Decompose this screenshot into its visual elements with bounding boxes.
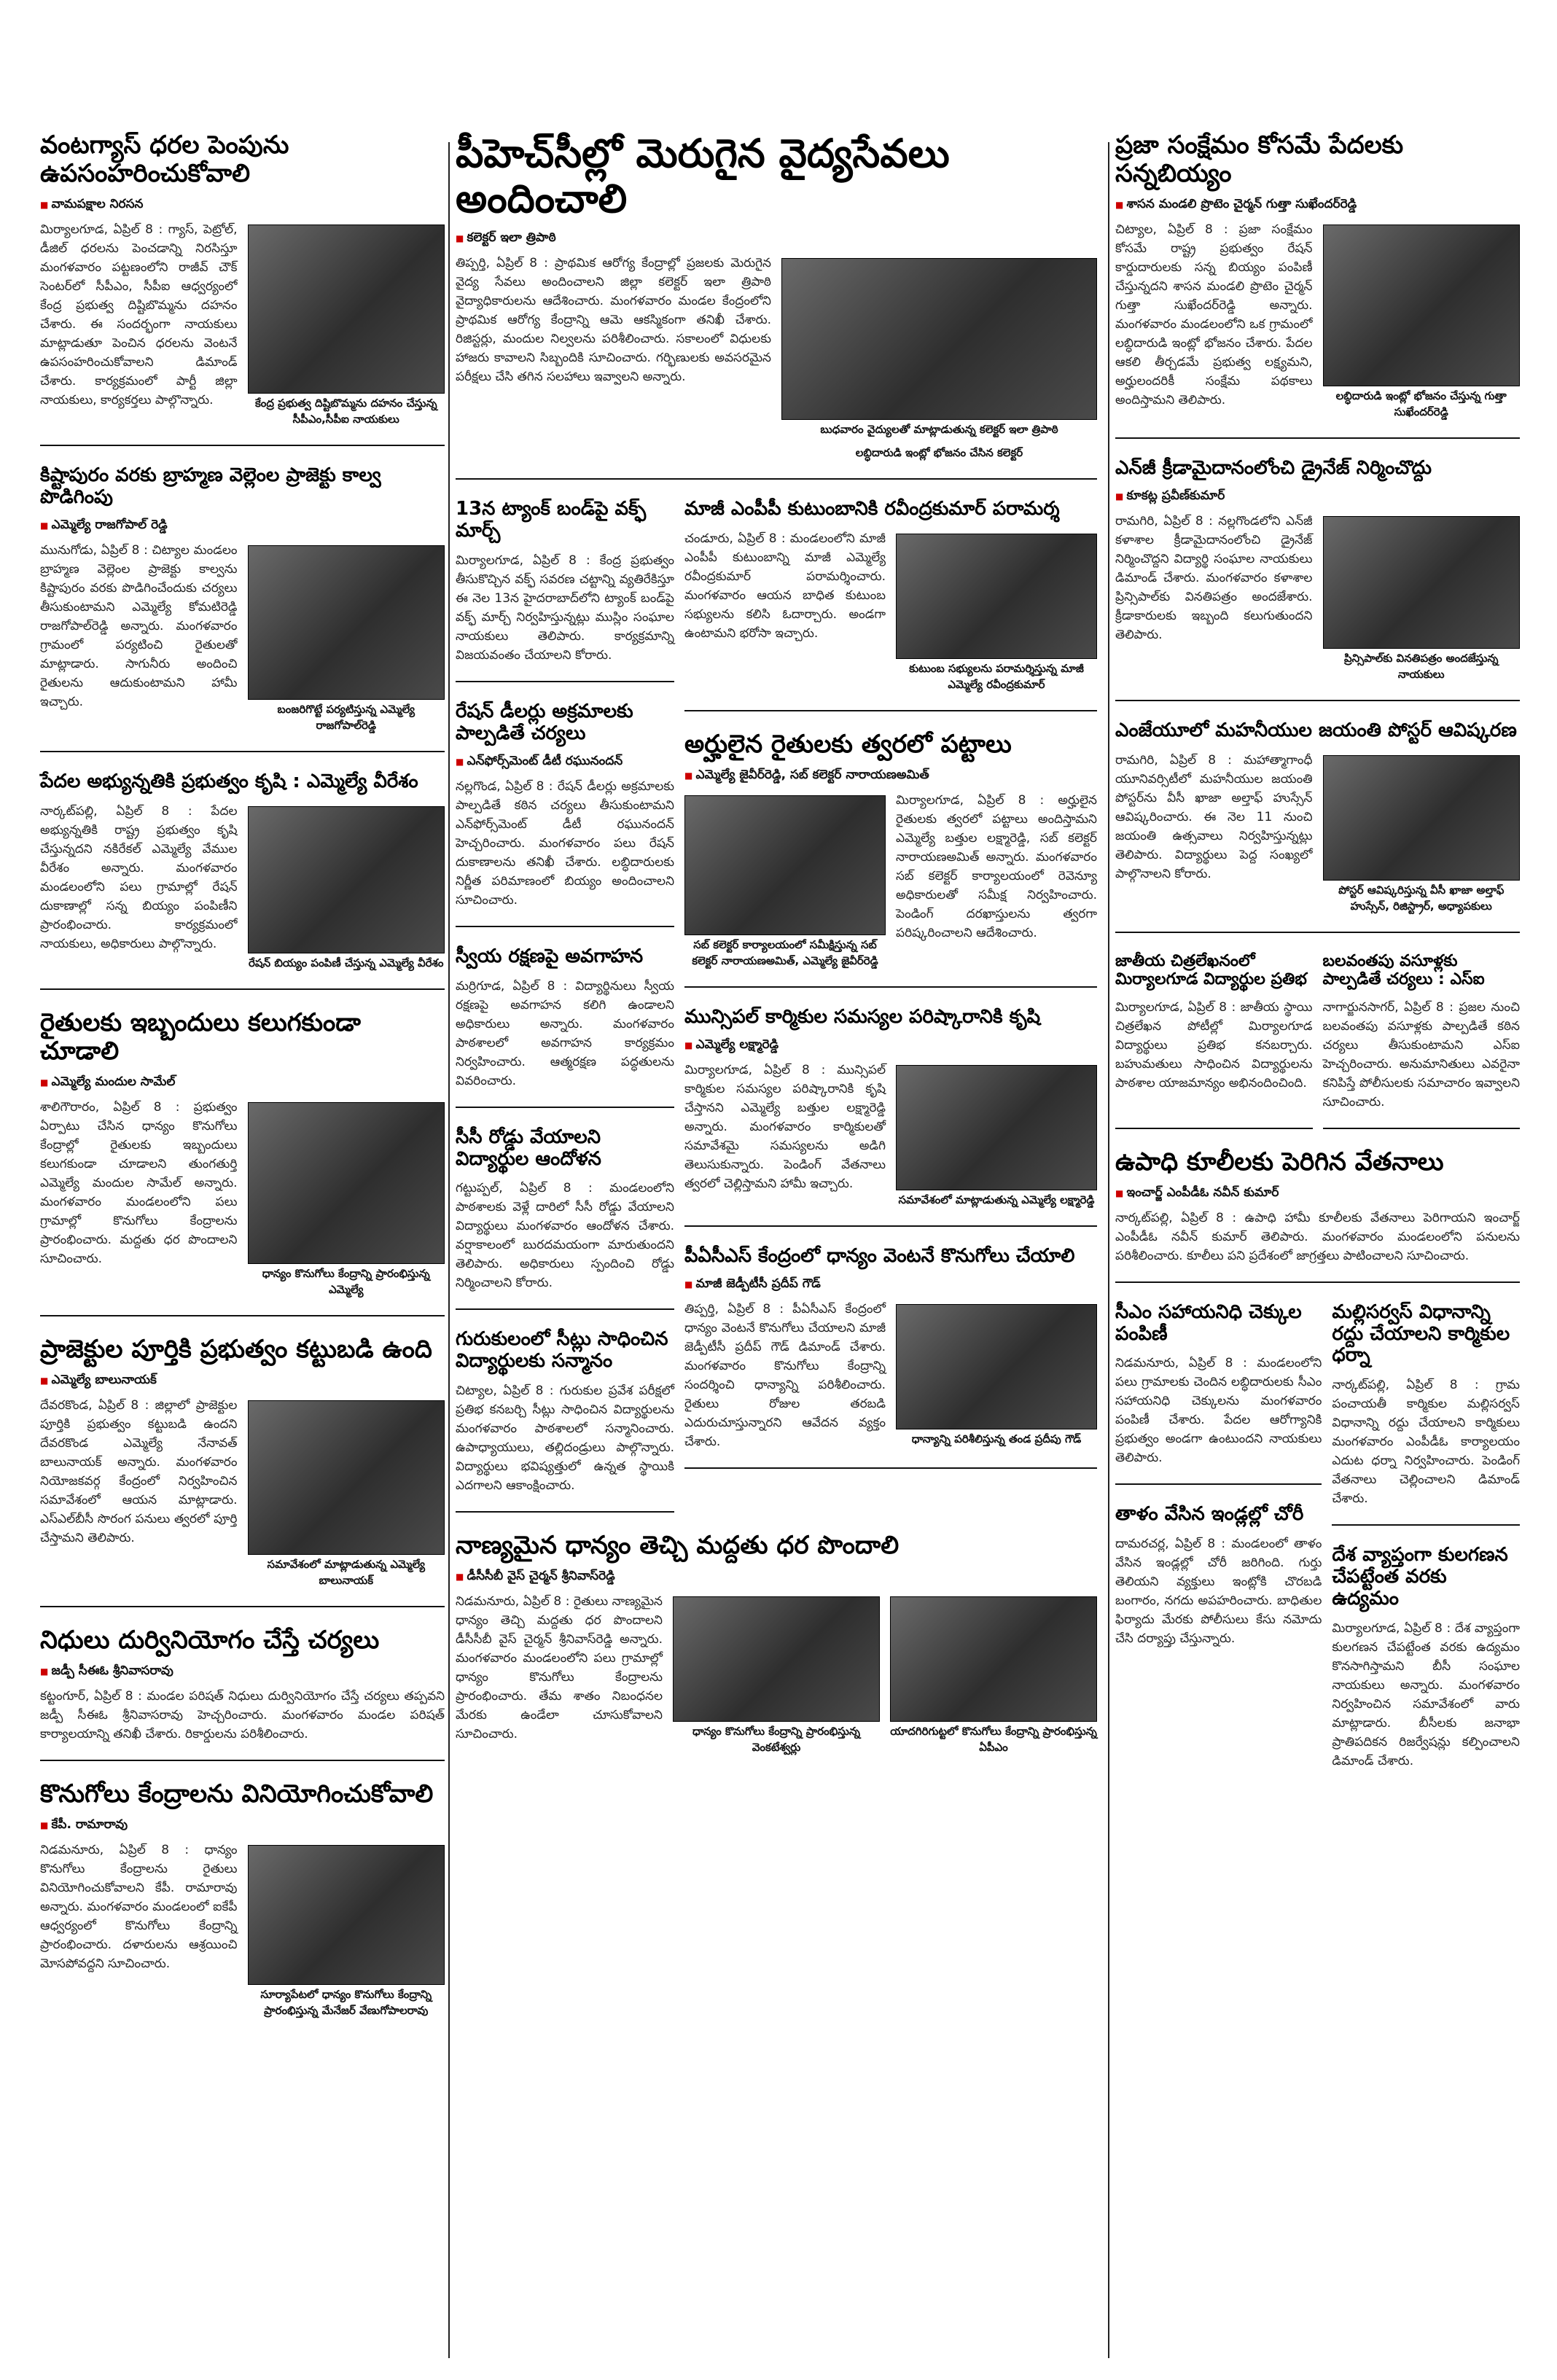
article-ration: [456, 701, 674, 927]
article-self-defense: [456, 946, 674, 1108]
article-caste-census: [1332, 1545, 1520, 1787]
headline: నిధులు దుర్వినియోగం చేస్తే చర్యలు: [40, 1626, 380, 1655]
headline: ఎన్‌జీ క్రీడామైదానంలోంచి డ్రైనేజ్ నిర్మించొద్దు: [1115, 457, 1432, 480]
article-gurukul: [456, 1329, 674, 1513]
headline: కిష్టాపురం వరకు బ్రాహ్మణ వెల్లెంల ప్రాజెక్టు కాల్వ పొడిగింపు: [40, 464, 381, 509]
article-photo: [248, 1400, 445, 1555]
photo-caption: పోస్టర్ ఆవిష్కరిస్తున్న వీసీ ఖాజా అల్తాఫ్ హుస్సేన్, రిజిస్ట్రార్, అధ్యాపకులు: [1338, 883, 1505, 913]
byline: ■ ఎమ్మెల్యే లక్ష్మారెడ్డి: [684, 1037, 1097, 1055]
byline: ■ కూకట్ల ప్రవీణ్‌కుమార్: [1115, 488, 1520, 506]
left-column: [40, 131, 445, 2055]
article-photo: [248, 806, 445, 953]
headline: గురుకులంలో సీట్లు సాధించిన విద్యార్థులకు సన్మానం: [456, 1328, 668, 1373]
article-canal: [40, 465, 445, 752]
article-theft: [1115, 1504, 1322, 1664]
article-quality-paddy: [456, 1532, 1097, 1773]
article-text: మిర్యాలగూడ, ఏప్రిల్ 8 : కేంద్ర ప్రభుత్వం తీసుకొచ్చిన వక్ఫ్ సవరణ చట్టాన్ని వ్యతిరేకిస్తూ ఈ నెల 13న హైదరాబాద్‌లోని ట్యాంక్ బండ్‌పై వక్ఫ్ మార్చ్ నిర్వహిస్తున్నట్లు ముస్లిం సంఘాల నాయకులు తెలిపారు. కార్యక్రమాన్ని విజయవంతం చేయాలని కోరారు.: [456, 553, 674, 663]
article-text: తిప్పర్తి, ఏప్రిల్ 8 : ప్రాథమిక ఆరోగ్య కేంద్రాల్లో ప్రజలకు మెరుగైన వైద్య సేవలు అందించాలని జిల్లా కలెక్టర్ ఇలా త్రిపాఠి వైద్యాధికారులను ఆదేశించారు. మంగళవారం మండల కేంద్రంలోని ప్రాథమిక ఆరోగ్య కేంద్రాన్ని ఆమె ఆకస్మికంగా తనిఖీ చేశారు. రిజిస్టర్లు, మందుల నిల్వలను పరిశీలించారు. సకాలంలో విధులకు హాజరు కావాలని సిబ్బందికి సూచించారు. గర్భిణులకు అవసరమైన పరీక్షలు చేసి తగిన సలహాలు ఇవ్వాలని అన్నారు.: [456, 256, 771, 385]
photo-caption: సమావేశంలో మాట్లాడుతున్న ఎమ్మెల్యే లక్ష్మారెడ్డి: [898, 1193, 1095, 1207]
article-phc: [456, 131, 1097, 480]
headline: పేదల అభ్యున్నతికి ప్రభుత్వం కృషి : ఎమ్మెల్యే వీరేశం: [40, 770, 418, 792]
right-column: [1115, 131, 1520, 1806]
headline: ఎంజేయూలో మహనీయుల జయంతి పోస్టర్ ఆవిష్కరణ: [1115, 719, 1517, 742]
article-text: శాలిగౌరారం, ఏప్రిల్ 8 : ప్రభుత్వం ఏర్పాటు చేసిన ధాన్యం కొనుగోలు కేంద్రాల్లో రైతులకు ఇబ్బందులు కలుగకుండా చూడాలని తుంగతుర్తి ఎమ్మెల్యే మందుల సామేల్ అన్నారు. మంగళవారం మండలంలోని పలు గ్రామాల్లో కొనుగోలు కేంద్రాలను ప్రారంభించారు. మద్దతు ధర పొందాలని సూచించారు.: [40, 1100, 238, 1267]
article-extortion: [1323, 952, 1521, 1129]
byline: ■ కేపీ. రామారావు: [40, 1817, 445, 1835]
article-text: తిప్పర్తి, ఏప్రిల్ 8 : పీఏసీఎస్ కేంద్రంలో ధాన్యం వెంటనే కొనుగోలు చేయాలని మాజీ జెడ్పీటీసీ ప్రదీప్ గౌడ్ డిమాండ్ చేశారు. మంగళవారం కొనుగోలు కేంద్రాన్ని సందర్శించి ధాన్యాన్ని పరిశీలించారు. రైతులు రోజుల తరబడి ఎదురుచూస్తున్నారని ఆవేదన వ్యక్తం చేశారు.: [684, 1301, 886, 1449]
article-text: మర్రిగూడ, ఏప్రిల్ 8 : విద్యార్థినులు స్వీయ రక్షణపై అవగాహన కలిగి ఉండాలని అధికారులు అన్నారు. మంగళవారం పాఠశాలలో అవగాహన కార్యక్రమం నిర్వహించారు. ఆత్మరక్షణ పద్ధతులను వివరించారు.: [456, 978, 674, 1088]
headline: నాణ్యమైన ధాన్యం తెచ్చి మద్దతు ధర పొందాలి: [456, 1531, 900, 1561]
byline: ■ డీసీసీబీ వైస్ చైర్మన్ శ్రీనివాస్‌రెడ్డి: [456, 1569, 1097, 1586]
column-divider: [1108, 142, 1109, 2358]
headline: తాళం వేసిన ఇండ్లల్లో చోరీ: [1115, 1503, 1304, 1526]
article-cmrf: [1115, 1302, 1322, 1486]
article-text: మిర్యాలగూడ, ఏప్రిల్ 8 : అర్హులైన రైతులకు త్వరలో పట్టాలు అందిస్తామని ఎమ్మెల్యే బత్తుల లక్ష్మారెడ్డి, సబ్ కలెక్టర్ నారాయణఅమిత్ అన్నారు. మంగళవారం సబ్ కలెక్టర్ కార్యాలయంలో రెవెన్యూ అధికారులతో సమీక్ష నిర్వహించారు. పెండింగ్ దరఖాస్తులను త్వరగా పరిష్కరించాలని ఆదేశించారు.: [896, 793, 1097, 941]
byline: ■ మాజీ జెడ్పీటీసీ ప్రదీప్ గౌడ్: [684, 1276, 1097, 1294]
article-farmers: [40, 1009, 445, 1316]
article-photo: [896, 534, 1097, 659]
headline: జాతీయ చిత్రలేఖనంలో మిర్యాలగూడ విద్యార్థుల ప్రతిభ: [1115, 951, 1307, 989]
photo-caption: సూర్యాపేటలో ధాన్యం కొనుగోలు కేంద్రాన్ని ప్రారంభిస్తున్న మేనేజర్ వేణుగోపాలరావు: [260, 1988, 432, 2018]
article-text: చిట్యాల, ఏప్రిల్ 8 : ప్రజా సంక్షేమం కోసమే రాష్ట్ర ప్రభుత్వం రేషన్ కార్డుదారులకు సన్న బియ్యం పంపిణీ చేస్తున్నదని శాసన మండలి ప్రొటెం చైర్మన్ గుత్తా సుఖేందర్‌రెడ్డి అన్నారు. మంగళవారం మండలంలోని ఒక గ్రామంలో లబ్ధిదారుడి ఇంట్లో భోజనం చేశారు. పేదల ఆకలి తీర్చడమే ప్రభుత్వ లక్ష్యమని, అర్హులందరికీ సంక్షేమ పథకాలు అందిస్తామని తెలిపారు.: [1115, 222, 1313, 408]
article-photo: [1323, 225, 1521, 386]
article-text: నార్కట్‌పల్లి, ఏప్రిల్ 8 : ఉపాధి హామీ కూలీలకు వేతనాలు పెరిగాయని ఇంచార్జ్ ఎంపీడీఓ నవీన్ కుమార్ తెలిపారు. మంగళవారం మండలంలోని పనులను పరిశీలించారు. కూలీలు పని ప్రదేశంలో జాగ్రత్తలు పాటించాలని సూచించారు.: [1115, 1210, 1520, 1263]
article-text: చిట్యాల, ఏప్రిల్ 8 : గురుకుల ప్రవేశ పరీక్షలో ప్రతిభ కనబర్చి సీట్లు సాధించిన విద్యార్థులను మంగళవారం పాఠశాలలో సన్మానించారు. ఉపాధ్యాయులు, తల్లిదండ్రులు పాల్గొన్నారు. విద్యార్థులు భవిష్యత్తులో ఉన్నత స్థాయికి ఎదగాలని ఆకాంక్షించారు.: [456, 1384, 674, 1494]
article-text: నిడమనూరు, ఏప్రిల్ 8 : రైతులు నాణ్యమైన ధాన్యం తెచ్చి మద్దతు ధర పొందాలని డీసీసీబీ వైస్ చైర్మన్ శ్రీనివాస్‌రెడ్డి అన్నారు. మంగళవారం మండలంలోని పలు గ్రామాల్లో ధాన్యం కొనుగోలు కేంద్రాలను ప్రారంభించారు. తేమ శాతం నిబంధనల మేరకు ఉండేలా చూసుకోవాలని సూచించారు.: [456, 1594, 663, 1742]
article-photo: [890, 1596, 1097, 1722]
headline: మల్లిసర్వస్ విధానాన్ని రద్దు చేయాలని కార్మికుల ధర్నా: [1332, 1300, 1510, 1367]
article-text: దామరచర్ల, ఏప్రిల్ 8 : మండలంలో తాళం వేసిన ఇండ్లల్లో చోరీ జరిగింది. గుర్తు తెలియని వ్యక్తులు ఇంట్లోకి చొరబడి బంగారం, నగదు అపహరించారు. బాధితుల ఫిర్యాదు మేరకు పోలీసులు కేసు నమోదు చేసి దర్యాప్తు చేస్తున్నారు.: [1115, 1537, 1322, 1647]
article-text: రామగిరి, ఏప్రిల్ 8 : మహాత్మాగాంధీ యూనివర్సిటీలో మహనీయుల జయంతి పోస్టర్‌ను వీసీ ఖాజా అల్తాఫ్ హుస్సేన్ ఆవిష్కరించారు. ఈ నెల 11 నుంచి జయంతి ఉత్సవాలు నిర్వహిస్తున్నట్లు తెలిపారు. విద్యార్థులు పెద్ద సంఖ్యలో పాల్గొనాలని కోరారు.: [1115, 752, 1313, 881]
headline: ప్రాజెక్టుల పూర్తికి ప్రభుత్వం కట్టుబడి ఉంది: [40, 1335, 432, 1365]
photo-caption: ప్రిన్సిపాల్‌కు వినతిపత్రం అందజేస్తున్న నాయకులు: [1343, 652, 1499, 682]
photo-caption: కుటుంబ సభ్యులను పరామర్శిస్తున్న మాజీ ఎమ్మెల్యే రవీంద్రకుమార్: [909, 662, 1084, 692]
byline: ■ ఎమ్మెల్యే బాలునాయక్: [40, 1373, 445, 1390]
byline: ■ ఎమ్మెల్యే మందుల సామేల్: [40, 1074, 445, 1092]
article-text: చండూరు, ఏప్రిల్ 8 : మండలంలోని మాజీ ఎంపీపీ కుటుంబాన్ని మాజీ ఎమ్మెల్యే రవీంద్రకుమార్ పరామర్శించారు. మంగళవారం ఆయన బాధిత కుటుంబ సభ్యులను కలిసి ఓదార్చారు. అండగా ఉంటామని భరోసా ఇచ్చారు.: [684, 531, 886, 641]
article-text: నాగార్జునసాగర్, ఏప్రిల్ 8 : ప్రజల నుంచి బలవంతపు వసూళ్లకు పాల్పడితే కఠిన చర్యలు తీసుకుంటామని ఎస్‌ఐ హెచ్చరించారు. అనుమానితులు ఎవరైనా కనిపిస్తే పోలీసులకు సమాచారం ఇవ్వాలని సూచించారు.: [1322, 999, 1520, 1109]
article-text: మిర్యాలగూడ, ఏప్రిల్ 8 : మున్సిపల్ కార్మికుల సమస్యల పరిష్కారానికి కృషి చేస్తానని ఎమ్మెల్యే బత్తుల లక్ష్మారెడ్డి అన్నారు. మంగళవారం కార్మికులతో సమావేశమై సమస్యలను అడిగి తెలుసుకున్నారు. పెండింగ్ వేతనాలు త్వరలో చెల్లిస్తామని హామీ ఇచ్చారు.: [684, 1063, 886, 1192]
article-gas-price: [40, 131, 445, 446]
article-photo: [896, 1304, 1097, 1429]
article-photo: [673, 1596, 880, 1722]
article-photo: [781, 258, 1097, 420]
article-poor-welfare: [40, 771, 445, 990]
photo-caption: రేషన్ బియ్యం పంపిణీ చేస్తున్న ఎమ్మెల్యే వీరేశం: [249, 956, 444, 969]
byline: ■ ఎమ్మెల్యే జైవీర్‌రెడ్డి, సబ్ కలెక్టర్ నారాయణఅమిత్: [684, 768, 1097, 785]
headline: అర్హులైన రైతులకు త్వరలో పట్టాలు: [684, 730, 1012, 760]
photo-caption: యాదగిరిగుట్టలో కొనుగోలు కేంద్రాన్ని ప్రారంభిస్తున్న ఏపీఎం: [890, 1725, 1097, 1755]
article-text: మిర్యాలగూడ, ఏప్రిల్ 8 : దేశ వ్యాప్తంగా కులగణన చేపట్టేంత వరకు ఉద్యమం కొనసాగిస్తామని బీసీ సంఘాల నాయకులు అన్నారు. మంగళవారం నిర్వహించిన సమావేశంలో వారు మాట్లాడారు. బీసీలకు జనాభా ప్రాతిపదికన రిజర్వేషన్లు కల్పించాలని డిమాండ్ చేశారు.: [1332, 1621, 1520, 1768]
article-wages: [1115, 1148, 1520, 1283]
headline: మున్సిపల్ కార్మికుల సమస్యల పరిష్కారానికి కృషి: [684, 1006, 1041, 1029]
byline: ■ శాసన మండలి ప్రొటెం చైర్మన్ గుత్తా సుఖేందర్‌రెడ్డి: [1115, 197, 1520, 214]
byline: ■ ఎన్‌ఫోర్స్‌మెంట్ డీటీ రఘునందన్: [456, 754, 674, 771]
article-text: రామగిరి, ఏప్రిల్ 8 : నల్లగొండలోని ఎన్‌జీ కళాశాల క్రీడామైదానంలోంచి డ్రైనేజ్ నిర్మించొద్దని విద్యార్థి సంఘాల నాయకులు డిమాండ్ చేశారు. మంగళవారం కళాశాల ప్రిన్సిపాల్‌కు వినతిపత్రం అందజేశారు. క్రీడాకారులకు ఇబ్బంది కలుగుతుందని తెలిపారు.: [1115, 514, 1313, 643]
article-photo: [896, 1065, 1097, 1190]
article-funds: [40, 1626, 445, 1761]
article-photo: [248, 545, 445, 700]
article-text: నార్కట్‌పల్లి, ఏప్రిల్ 8 : పేదల అభ్యున్నతికి రాష్ట్ర ప్రభుత్వం కృషి చేస్తున్నదని నకిరేకల్ ఎమ్మెల్యే వేముల వీరేశం అన్నారు. మంగళవారం మండలంలోని పలు గ్రామాల్లో రేషన్ దుకాణాల్లో సన్న బియ్యం పంపిణీని ప్రారంభించారు. కార్యక్రమంలో నాయకులు, అధికారులు పాల్గొన్నారు.: [40, 803, 238, 951]
article-poster: [1115, 720, 1520, 933]
photo-caption: ధాన్యం కొనుగోలు కేంద్రాన్ని ప్రారంభిస్తున్న వెంకటేశ్వర్లు: [692, 1725, 860, 1755]
headline: సీసీ రోడ్డు వేయాలని విద్యార్థుల ఆందోళన: [456, 1125, 601, 1170]
byline: ■ ఇంచార్జ్ ఎంపీడీఓ నవీన్ కుమార్: [1115, 1185, 1520, 1203]
article-pacs: [684, 1246, 1097, 1469]
byline: ■ కలెక్టర్ ఇలా త్రిపాఠి: [456, 230, 1097, 248]
article-text: మిర్యాలగూడ, ఏప్రిల్ 8 : గ్యాస్, పెట్రోల్, డీజిల్ ధరలను పెంచడాన్ని నిరసిస్తూ మంగళవారం పట్టణంలోని రాజీవ్ చౌక్ సెంటర్‌లో సీపీఎం, సీపీఐ ఆధ్వర్యంలో కేంద్ర ప్రభుత్వ దిష్టిబొమ్మను దహనం చేశారు. ఈ సందర్భంగా నాయకులు మాట్లాడుతూ పెంచిన ధరలను వెంటనే ఉపసంహరించుకోవాలని డిమాండ్ చేశారు. కార్యక్రమంలో పార్టీ జిల్లా నాయకులు, కార్యకర్తలు పాల్గొన్నారు.: [40, 222, 238, 408]
headline: బలవంతపు వసూళ్లకు పాల్పడితే చర్యలు : ఎస్‌ఐ: [1322, 951, 1485, 989]
headline: రేషన్ డీలర్లు అక్రమాలకు పాల్పడితే చర్యలు: [456, 700, 633, 744]
photo-caption: సబ్ కలెక్టర్ కార్యాలయంలో సమీక్షిస్తున్న సబ్ కలెక్టర్ నారాయణఅమిత్, ఎమ్మెల్యే జైవీర్‌రెడ్డి: [692, 938, 878, 968]
photo-caption: బంజరిగొట్టే పర్యటిస్తున్న ఎమ్మెల్యే రాజగోపాల్‌రెడ్డి: [277, 702, 415, 732]
headline: స్వీయ రక్షణపై అవగాహన: [456, 945, 644, 967]
article-drainage: [1115, 458, 1520, 701]
article-text: గట్టుప్పల్, ఏప్రిల్ 8 : మండలంలోని పాఠశాలకు వెళ్లే దారిలో సీసీ రోడ్డు వేయాలని విద్యార్థులు మంగళవారం ఆందోళన చేశారు. వర్షాకాలంలో బురదమయంగా మారుతుందని తెలిపారు. అధికారులు స్పందించి రోడ్డు నిర్మించాలని కోరారు.: [456, 1181, 674, 1291]
article-fine-rice: [1115, 131, 1520, 439]
headline: కొనుగోలు కేంద్రాలను వినియోగించుకోవాలి: [40, 1779, 434, 1809]
article-text: నిడమనూరు, ఏప్రిల్ 8 : ధాన్యం కొనుగోలు కేంద్రాలను రైతులు వినియోగించుకోవాలని కేపీ. రామారావు అన్నారు. మంగళవారం మండలంలో ఐకేపీ ఆధ్వర్యంలో కొనుగోలు కేంద్రాన్ని ప్రారంభించారు. దళారులను ఆశ్రయించి మోసపోవద్దని సూచించారు.: [40, 1843, 238, 1972]
byline: ■ జడ్పీ సీఈఓ శ్రీనివాసరావు: [40, 1663, 445, 1681]
column-divider: [448, 142, 450, 2358]
article-pattas: [684, 730, 1097, 988]
headline: రైతులకు ఇబ్బందులు కలుగకుండా చూడాలి: [40, 1007, 361, 1066]
article-text: నార్కట్‌పల్లి, ఏప్రిల్ 8 : గ్రామ పంచాయతీ కార్మికుల మల్లిసర్వస్ విధానాన్ని రద్దు చేయాలని కార్మికులు మంగళవారం ఎంపీడీఓ కార్యాలయం ఎదుట ధర్నా నిర్వహించారు. పెండింగ్ వేతనాలు చెల్లించాలని డిమాండ్ చేశారు.: [1332, 1378, 1520, 1507]
byline: ■ వామపక్షాల నిరసన: [40, 197, 445, 214]
photo-caption: సమావేశంలో మాట్లాడుతున్న ఎమ్మెల్యే బాలునాయక్: [267, 1558, 425, 1588]
article-photo: [248, 1102, 445, 1264]
article-municipal: [684, 1007, 1097, 1227]
article-drawing: [1115, 952, 1313, 1129]
headline: పీఏసీఎస్ కేంద్రంలో ధాన్యం వెంటనే కొనుగోలు చేయాలి: [684, 1245, 1075, 1268]
article-photo: [248, 225, 445, 394]
article-text: నల్లగొండ, ఏప్రిల్ 8 : రేషన్ డీలర్లు అక్రమాలకు పాల్పడితే కఠిన చర్యలు తీసుకుంటామని ఎన్‌ఫోర్స్‌మెంట్ డీటీ రఘునందన్ హెచ్చరించారు. మంగళవారం పలు రేషన్ దుకాణాలను తనిఖీ చేశారు. లబ్ధిదారులకు నిర్ణీత పరిమాణంలో బియ్యం అందించాలని సూచించారు.: [456, 779, 674, 908]
photo-caption: లబ్ధిదారుడి ఇంట్లో భోజనం చేస్తున్న గుత్తా సుఖేందర్‌రెడ్డి: [1335, 389, 1507, 419]
headline: మాజీ ఎంపీపీ కుటుంబానికి రవీంద్రకుమార్ పరామర్శ: [684, 498, 1060, 520]
photo-caption: ధాన్యం కొనుగోలు కేంద్రాన్ని ప్రారంభిస్తున్న ఎమ్మెల్యే: [262, 1267, 430, 1297]
headline: వంటగ్యాస్ ధరల పెంపును ఉపసంహరించుకోవాలి: [40, 130, 289, 189]
headline: సీఎం సహాయనిధి చెక్కుల పంపిణీ: [1115, 1300, 1302, 1345]
article-dharna: [1332, 1302, 1520, 1526]
headline: ఉపాధి కూలీలకు పెరిగిన వేతనాలు: [1115, 1147, 1444, 1177]
photo-caption: ధాన్యాన్ని పరిశీలిస్తున్న తండ ప్రదీపు గౌడ్: [911, 1432, 1082, 1445]
article-photo: [1323, 755, 1521, 881]
article-cc-road: [456, 1127, 674, 1311]
article-photo: [684, 795, 886, 935]
headline: పీహెచ్‌సీల్లో మెరుగైన వైద్యసేవలు అందించాలి: [456, 130, 950, 222]
article-condolence: [684, 499, 1097, 711]
article-photo: [1323, 516, 1521, 649]
article-photo: [248, 1845, 445, 1985]
headline: 13న ట్యాంక్ బండ్‌పై వక్ఫ్ మార్చ్: [456, 498, 647, 542]
photo-caption: కేంద్ర ప్రభుత్వ దిష్టిబొమ్మను దహనం చేస్తున్న సీపీఎం,సీపీఐ నాయకులు: [254, 397, 437, 426]
center-column: [456, 131, 1097, 1792]
article-text: దేవరకొండ, ఏప్రిల్ 8 : జిల్లాలో ప్రాజెక్టుల పూర్తికి ప్రభుత్వం కట్టుబడి ఉందని దేవరకొండ ఎమ్మెల్యే నేనావత్ బాలునాయక్ అన్నారు. మంగళవారం నియోజకవర్గ కేంద్రంలో నిర్వహించిన సమావేశంలో ఆయన మాట్లాడారు. ఎస్‌ఎల్‌బీసీ సొరంగ పనులు త్వరలో పూర్తి చేస్తామని తెలిపారు.: [40, 1398, 238, 1546]
article-text: కట్టంగూర్, ఏప్రిల్ 8 : మండల పరిషత్ నిధులు దుర్వినియోగం చేస్తే చర్యలు తప్పవని జడ్పీ సీఈఓ శ్రీనివాసరావు హెచ్చరించారు. మంగళవారం మండల పరిషత్ కార్యాలయాన్ని తనిఖీ చేశారు. రికార్డులను పరిశీలించారు.: [40, 1689, 445, 1742]
article-waqf: [456, 499, 674, 682]
headline: ప్రజా సంక్షేమం కోసమే పేదలకు సన్నబియ్యం: [1115, 130, 1404, 189]
article-text: మునుగోడు, ఏప్రిల్ 8 : చిట్యాల మండలం బ్రాహ్మణ వెల్లెంల ప్రాజెక్టు కాల్వను కిష్టాపురం వరకు పొడిగించేందుకు చర్యలు తీసుకుంటామని ఎమ్మెల్యే కోమటిరెడ్డి రాజగోపాల్‌రెడ్డి అన్నారు. మంగళవారం గ్రామంలో పర్యటించి రైతులతో మాట్లాడారు. సాగునీరు అందించి రైతులను ఆదుకుంటామని హామీ ఇచ్చారు.: [40, 542, 238, 709]
photo-caption: బుధవారం వైద్యులతో మాట్లాడుతున్న కలెక్టర్ ఇలా త్రిపాఠి: [820, 423, 1058, 437]
headline: దేశ వ్యాప్తంగా కులగణన చేపట్టేంత వరకు ఉద్యమం: [1332, 1544, 1508, 1610]
photo-caption: లబ్ధిదారుడి ఇంట్లో భోజనం చేసిన కలెక్టర్: [855, 446, 1023, 460]
article-text: మిర్యాలగూడ, ఏప్రిల్ 8 : జాతీయ స్థాయి చిత్రలేఖన పోటీల్లో మిర్యాలగూడ విద్యార్థులు ప్రతిభ కనబర్చారు. బహుమతులు సాధించిన విద్యార్థులను పాఠశాల యాజమాన్యం అభినందించింది.: [1115, 999, 1313, 1090]
article-text: నిడమనూరు, ఏప్రిల్ 8 : మండలంలోని పలు గ్రామాలకు చెందిన లబ్ధిదారులకు సీఎం సహాయనిధి చెక్కులను మంగళవారం పంపిణీ చేశారు. పేదల ఆరోగ్యానికి ప్రభుత్వం అండగా ఉంటుందని నాయకులు తెలిపారు.: [1115, 1356, 1322, 1466]
article-projects: [40, 1335, 445, 1607]
article-purchase-centres: [40, 1780, 445, 2036]
byline: ■ ఎమ్మెల్యే రాజగోపాల్ రెడ్డి: [40, 518, 445, 535]
